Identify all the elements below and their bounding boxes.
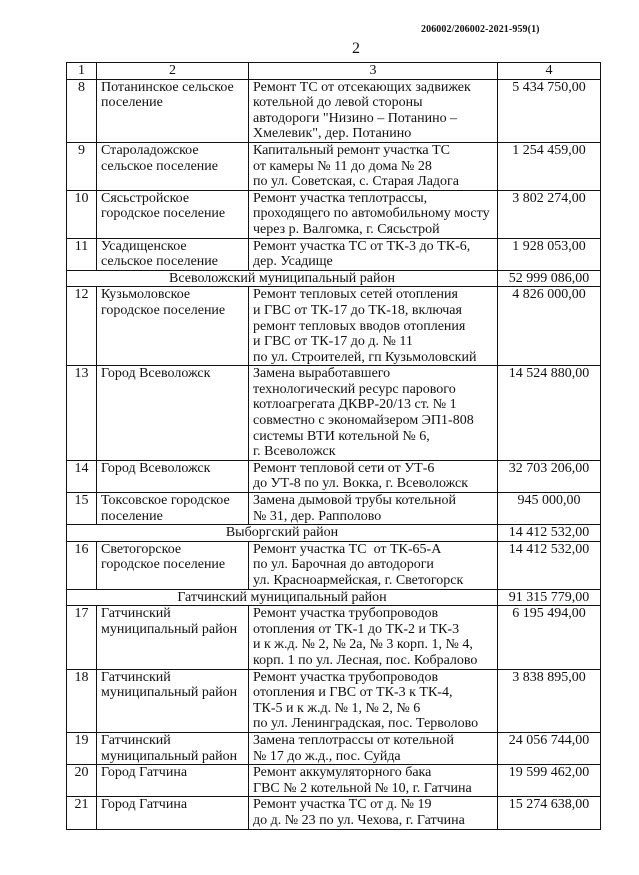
row-organization: Светогорское городское поселение — [97, 541, 249, 589]
row-number: 9 — [67, 142, 97, 190]
header-col-1: 1 — [67, 63, 97, 80]
section-row — [67, 270, 601, 287]
row-work-description: Ремонт участка ТС от д. № 19 до д. № 23 по ул. Чехова, г. Гатчина — [249, 797, 498, 829]
row-number: 10 — [67, 190, 97, 238]
row-organization: Токсовское городское поселение — [97, 493, 249, 525]
header-col-4: 4 — [498, 63, 601, 80]
table-body — [67, 79, 601, 829]
row-number: 14 — [67, 460, 97, 492]
row-amount: 24 056 744,00 — [498, 732, 601, 764]
row-amount: 5 434 750,00 — [498, 79, 601, 142]
section-amount: 52 999 086,00 — [498, 270, 601, 287]
row-work-description: Ремонт участка ТС от ТК-3 до ТК-6, дер. Усадище — [249, 238, 498, 270]
row-amount: 945 000,00 — [498, 493, 601, 525]
section-title: Всеволожский муниципальный район — [67, 270, 498, 287]
row-number: 15 — [67, 493, 97, 525]
section-title: Выборгский район — [67, 525, 498, 542]
row-organization: Потанинское сельское поселение — [97, 79, 249, 142]
row-amount: 32 703 206,00 — [498, 460, 601, 492]
row-amount: 3 838 895,00 — [498, 669, 601, 732]
row-amount: 14 412 532,00 — [498, 541, 601, 589]
row-number: 16 — [67, 541, 97, 589]
row-number: 21 — [67, 797, 97, 829]
section-title: Гатчинский муниципальный район — [67, 589, 498, 606]
row-organization: Староладожское сельское поселение — [97, 142, 249, 190]
row-amount: 19 599 462,00 — [498, 765, 601, 797]
row-organization: Город Всеволожск — [97, 460, 249, 492]
row-organization: Гатчинский муниципальный район — [97, 669, 249, 732]
row-number: 13 — [67, 366, 97, 461]
row-number: 18 — [67, 669, 97, 732]
section-row — [67, 525, 601, 542]
repair-table — [66, 62, 601, 830]
row-amount: 1 254 459,00 — [498, 142, 601, 190]
row-organization: Город Всеволожск — [97, 366, 249, 461]
row-work-description: Ремонт участка ТС от ТК-65-А по ул. Барочная до автодороги ул. Красноармейская, г. Светогорск — [249, 541, 498, 589]
row-organization: Город Гатчина — [97, 797, 249, 829]
table-row — [67, 732, 601, 764]
row-number: 20 — [67, 765, 97, 797]
row-work-description: Замена выработавшего технологический ресурс парового котлоагрегата ДКВР-20/13 ст. № 1 совместно с экономайзером ЭП1-808 системы ВТИ котельной № 6, г. Всеволожск — [249, 366, 498, 461]
page-number: 2 — [352, 40, 360, 57]
row-organization: Город Гатчина — [97, 765, 249, 797]
row-work-description: Ремонт тепловой сети от УТ-6 до УТ-8 по ул. Вокка, г. Всеволожск — [249, 460, 498, 492]
table-row — [67, 606, 601, 669]
table-row — [67, 366, 601, 461]
table-row — [67, 142, 601, 190]
row-amount: 6 195 494,00 — [498, 606, 601, 669]
table-row — [67, 238, 601, 270]
row-work-description: Ремонт участка теплотрассы, проходящего по автомобильному мосту через р. Валгомка, г. Сясьстрой — [249, 190, 498, 238]
row-number: 17 — [67, 606, 97, 669]
row-number: 19 — [67, 732, 97, 764]
row-amount: 1 928 053,00 — [498, 238, 601, 270]
row-organization: Усадищенское сельское поселение — [97, 238, 249, 270]
section-amount: 91 315 779,00 — [498, 589, 601, 606]
header-col-3: 3 — [249, 63, 498, 80]
row-work-description: Замена дымовой трубы котельной № 31, дер. Рапполово — [249, 493, 498, 525]
row-organization: Кузьмоловское городское поселение — [97, 287, 249, 366]
section-row — [67, 589, 601, 606]
row-amount: 4 826 000,00 — [498, 287, 601, 366]
table-row — [67, 79, 601, 142]
row-amount: 3 802 274,00 — [498, 190, 601, 238]
table-row — [67, 765, 601, 797]
header-col-2: 2 — [97, 63, 249, 80]
table-header-row — [67, 63, 601, 80]
row-work-description: Ремонт тепловых сетей отопления и ГВС от ТК-17 до ТК-18, включая ремонт тепловых вводов отопления и ГВС от ТК-17 до д. № 11 по ул. Строителей, гп Кузьмоловский — [249, 287, 498, 366]
row-work-description: Ремонт ТС от отсекающих задвижек котельной до левой стороны автодороги "Низино – Потанино – Хмелевик", дер. Потанино — [249, 79, 498, 142]
row-number: 8 — [67, 79, 97, 142]
row-work-description: Капитальный ремонт участка ТС от камеры № 11 до дома № 28 по ул. Советская, с. Старая Ладога — [249, 142, 498, 190]
table-row — [67, 541, 601, 589]
table-row — [67, 797, 601, 829]
table-row — [67, 460, 601, 492]
row-number: 12 — [67, 287, 97, 366]
table-row — [67, 493, 601, 525]
row-work-description: Замена теплотрассы от котельной № 17 до ж.д., пос. Суйда — [249, 732, 498, 764]
row-amount: 14 524 880,00 — [498, 366, 601, 461]
row-amount: 15 274 638,00 — [498, 797, 601, 829]
document-id: 206002/206002-2021-959(1) — [421, 24, 540, 35]
row-organization: Гатчинский муниципальный район — [97, 606, 249, 669]
row-work-description: Ремонт аккумуляторного бака ГВС № 2 котельной № 10, г. Гатчина — [249, 765, 498, 797]
row-organization: Гатчинский муниципальный район — [97, 732, 249, 764]
table-row — [67, 669, 601, 732]
row-organization: Сясьстройское городское поселение — [97, 190, 249, 238]
section-amount: 14 412 532,00 — [498, 525, 601, 542]
table-row — [67, 287, 601, 366]
row-work-description: Ремонт участка трубопроводов отопления и ГВС от ТК-3 к ТК-4, ТК-5 и к ж.д. № 1, № 2, № 6 по ул. Ленинградская, пос. Терволово — [249, 669, 498, 732]
row-number: 11 — [67, 238, 97, 270]
row-work-description: Ремонт участка трубопроводов отопления от ТК-1 до ТК-2 и ТК-3 и к ж.д. № 2, № 2а, № 3 корп. 1, № 4, корп. 1 по ул. Лесная, пос. Кобралово — [249, 606, 498, 669]
table-row — [67, 190, 601, 238]
